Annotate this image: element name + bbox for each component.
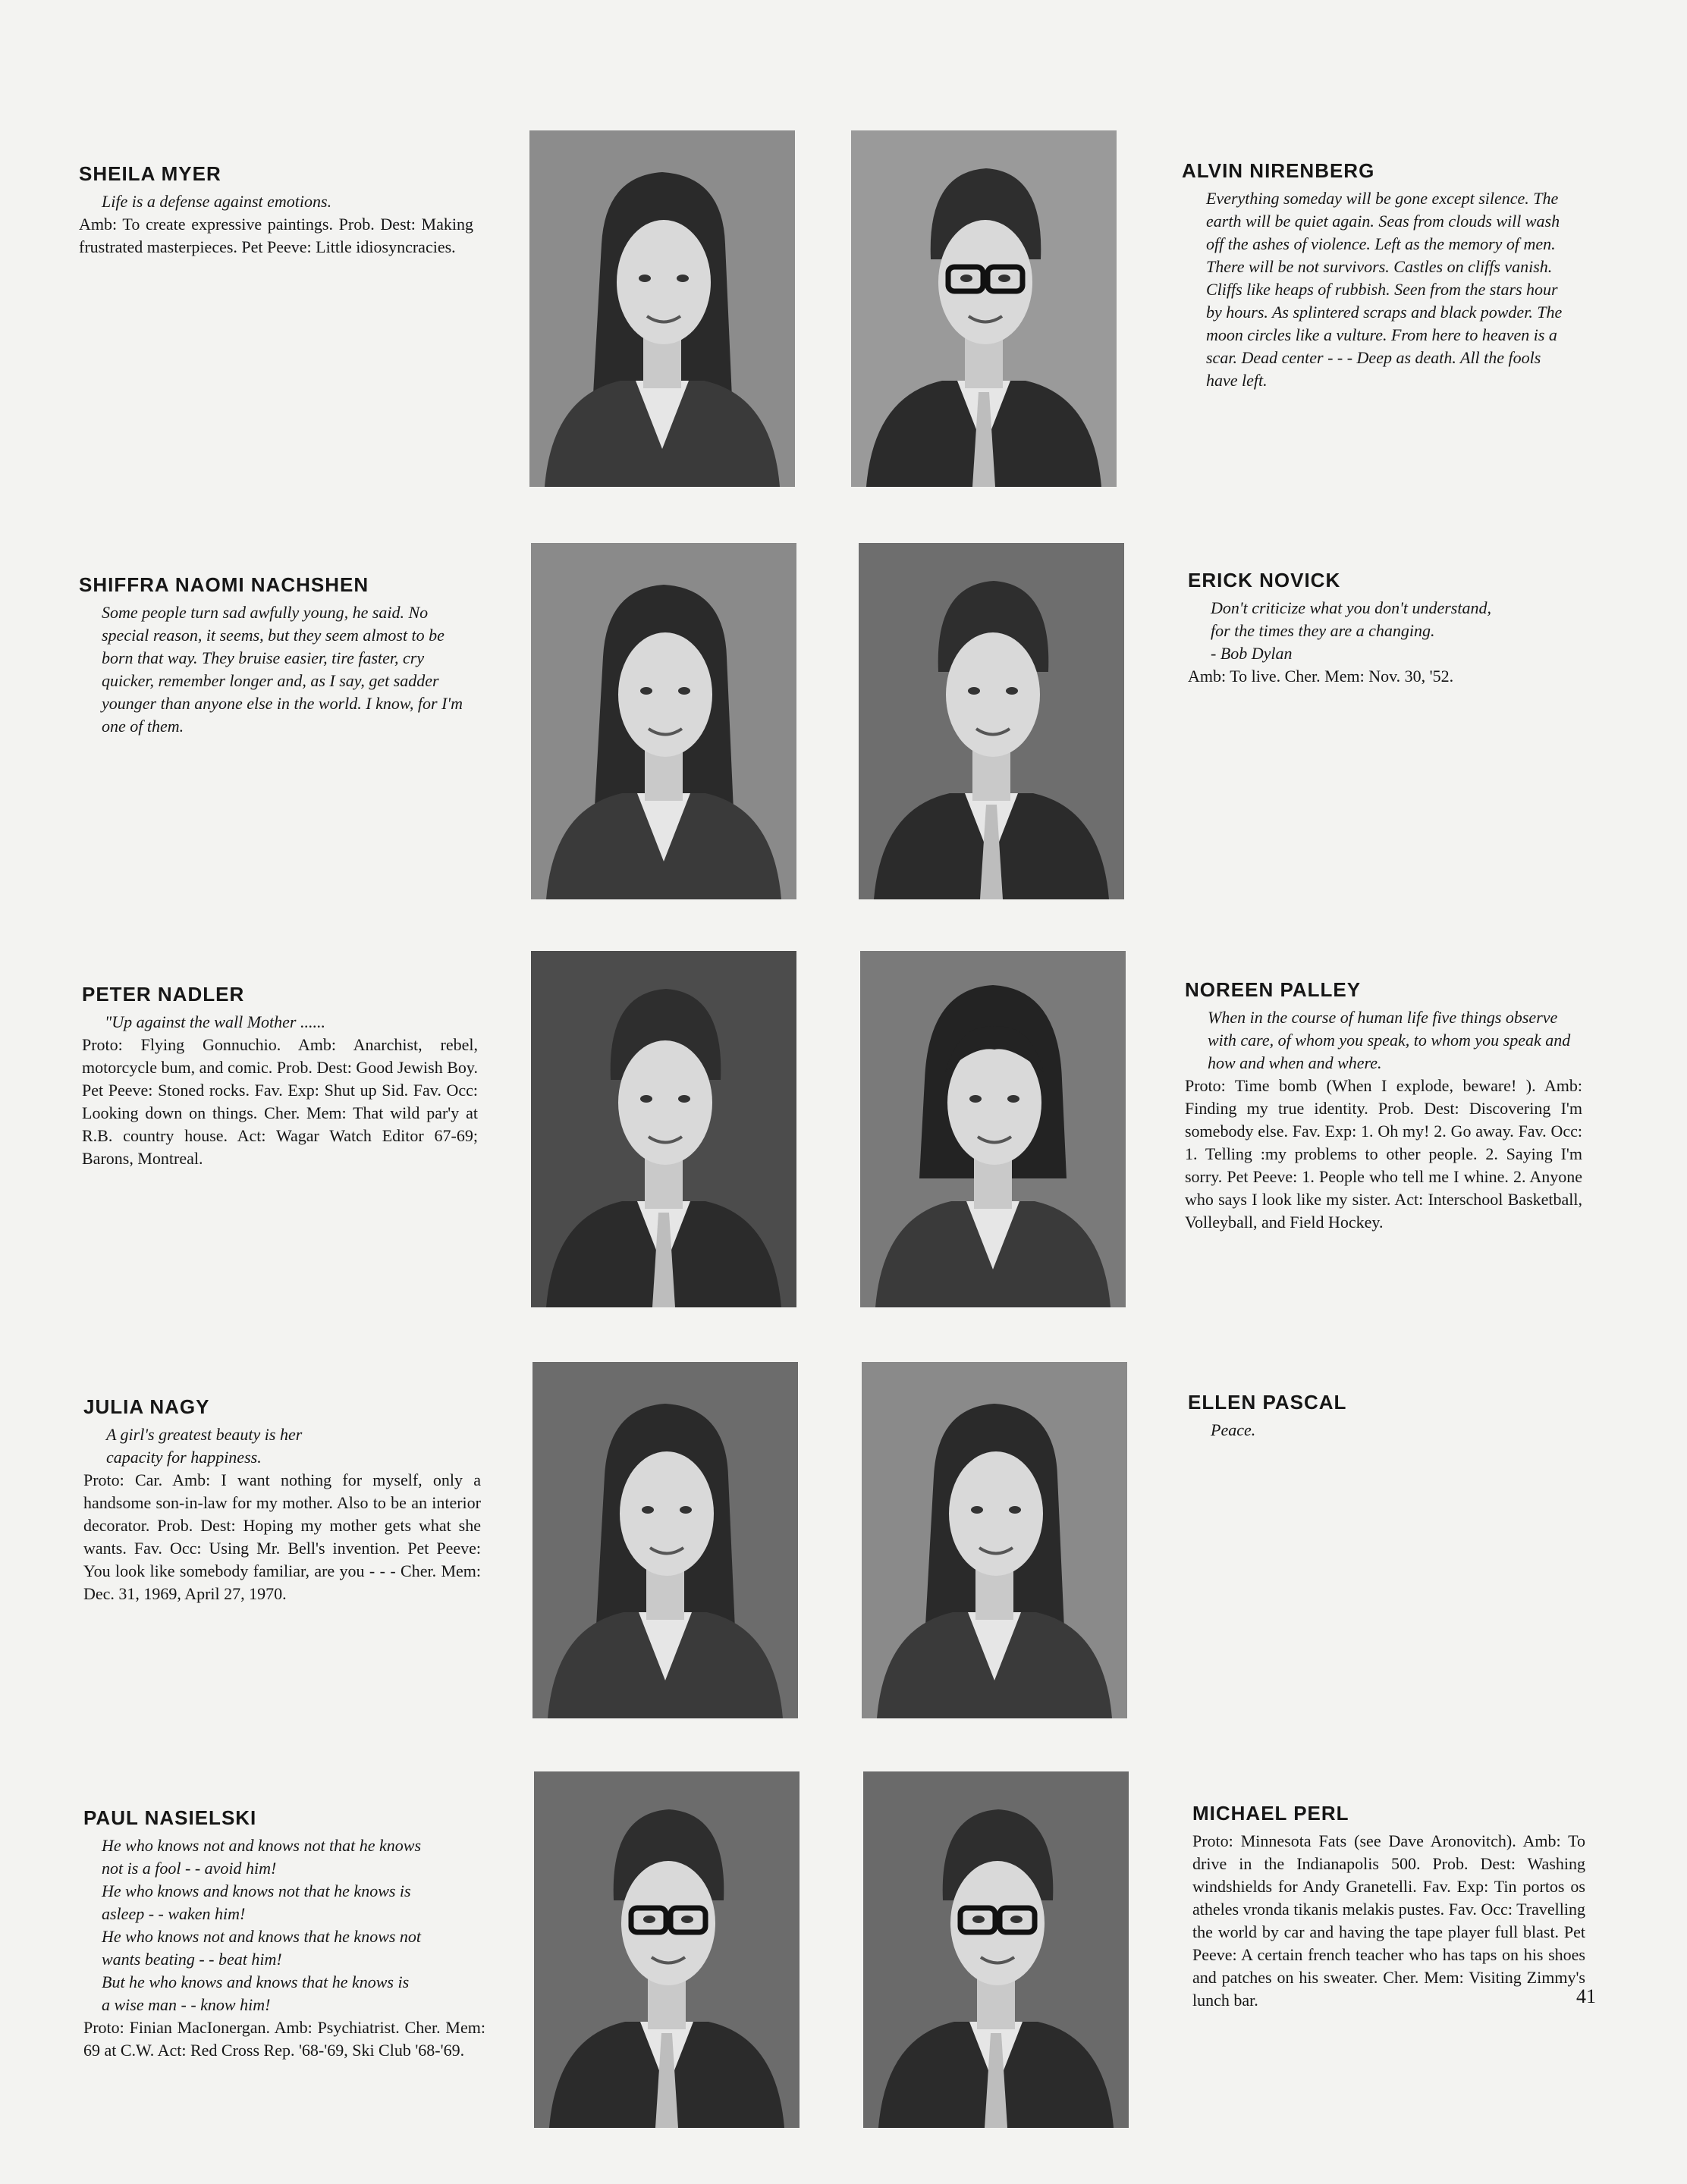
portrait-image: [531, 543, 796, 899]
photo-shiffra-naomi-nachshen: [531, 543, 796, 899]
portrait-image: [859, 543, 1124, 899]
student-bio: Proto: Car. Amb: I want nothing for myself, only a handsome son-in-law for my mother. Also to be an interior decorator. Prob. Dest: Hoping my mother gets what she wants. Fav. Occ: Using Mr. Bell's invention. Pet Peeve: You look like somebody familiar, are you - - - Cher. Mem: Dec. 31, 1969, April 27, 1970.: [83, 1470, 481, 1603]
student-quote: Some people turn sad awfully young, he said. No special reason, it seems, but they seem almost to be born that way. They bruise easier, tire faster, cry quicker, remember longer and, as I say, get sadder younger than anyone else in the world. I know, for I'm one of them.: [102, 603, 463, 736]
student-bio: Amb: To live. Cher. Mem: Nov. 30, '52.: [1188, 667, 1454, 686]
student-name: ELLEN PASCAL: [1188, 1391, 1347, 1414]
student-name: JULIA NAGY: [83, 1395, 210, 1418]
eye-shape: [1006, 687, 1018, 695]
entry-shiffra-naomi-nachshen: [79, 573, 473, 738]
student-quote: When in the course of human life five things observe with care, of whom you speak, to whom you speak and how and when and where.: [1208, 1008, 1571, 1072]
student-quote: A girl's greatest beauty is her capacity for happiness.: [106, 1425, 303, 1467]
portrait-image: [532, 1362, 798, 1718]
entry-alvin-nirenberg: [1182, 159, 1576, 392]
student-quote: "Up against the wall Mother ......: [105, 1012, 325, 1031]
photo-alvin-nirenberg: [851, 130, 1117, 487]
eye-shape: [643, 1916, 655, 1923]
eye-shape: [680, 1506, 692, 1514]
student-bio: Proto: Time bomb (When I explode, beware! ). Amb: Finding my true identity. Prob. Dest: Discovering I'm somebody else. Fav. Exp: 1. Oh my! 2. Go away. Fav. Occ: 1. Telling :my problems to other people. 2. Saying I'm sorry. Pet Peeve: 1. People who tell me I whine. 2. Anyone who says I look like my sister. Act: Interschool Basketball, Volleyball, and Field Hockey.: [1185, 1076, 1582, 1232]
student-quote: Peace.: [1211, 1420, 1256, 1439]
entry-erick-novick: [1188, 569, 1582, 688]
portrait-image: [529, 130, 795, 487]
entry-peter-nadler: [82, 983, 478, 1170]
page-number: 41: [1576, 1985, 1596, 2007]
student-bio: Amb: To create expressive paintings. Prob. Dest: Making frustrated masterpieces. Pet Peeve: Little idiosyncracies.: [79, 215, 473, 256]
face-shape: [946, 632, 1040, 757]
eye-shape: [968, 687, 980, 695]
face-shape: [618, 1040, 712, 1165]
eye-shape: [972, 1916, 985, 1923]
photo-julia-nagy: [532, 1362, 798, 1718]
student-name: SHIFFRA NAOMI NACHSHEN: [79, 573, 369, 596]
student-quote: Everything someday will be gone except silence. The earth will be quiet again. Seas from clouds will wash off the ashes of violence. Left as the memory of men. There will be not survivors. Castles on cliffs vanish. Cliffs like heaps of rubbish. Seen from the stars hour by hours. As splintered scraps and black powder. The moon circles like a vulture. From here to heaven is a scar. Dead center - - - Deep as death. All the fools have left.: [1206, 189, 1563, 390]
photo-erick-novick: [859, 543, 1124, 899]
eye-shape: [971, 1506, 983, 1514]
photo-peter-nadler: [531, 951, 796, 1307]
portrait-image: [862, 1362, 1127, 1718]
student-name: ALVIN NIRENBERG: [1182, 159, 1375, 182]
student-quote: He who knows not and knows not that he knows not is a fool - - avoid him! He who knows and knows not that he knows is asleep - - waken him! He who knows not and knows that he knows not wants beating - - beat him! But he who knows and knows that he knows is a wise man - - know him!: [102, 1836, 422, 2014]
student-name: PAUL NASIELSKI: [83, 1806, 257, 1829]
portrait-image: [851, 130, 1117, 487]
eye-shape: [642, 1506, 654, 1514]
photo-sheila-myer: [529, 130, 795, 487]
student-name: ERICK NOVICK: [1188, 569, 1341, 592]
entry-paul-nasielski: [83, 1806, 508, 2062]
student-quote: Don't criticize what you don't understand, for the times they are a changing. - Bob Dylan: [1211, 598, 1491, 663]
eye-shape: [677, 275, 689, 282]
portrait-image: [534, 1771, 800, 2128]
eye-shape: [640, 687, 652, 695]
entry-ellen-pascal: [1188, 1391, 1582, 1442]
face-shape: [618, 632, 712, 757]
eye-shape: [960, 275, 972, 282]
student-quote: Life is a defense against emotions.: [102, 192, 332, 211]
photo-michael-perl: [863, 1771, 1129, 2128]
student-name: MICHAEL PERL: [1192, 1802, 1349, 1825]
face-shape: [617, 220, 711, 344]
entry-julia-nagy: [83, 1395, 481, 1605]
photo-noreen-palley: [860, 951, 1126, 1307]
portrait-image: [531, 951, 796, 1307]
photo-paul-nasielski: [534, 1771, 800, 2128]
eye-shape: [1009, 1506, 1021, 1514]
eye-shape: [1007, 1095, 1019, 1103]
face-shape: [620, 1451, 714, 1576]
face-shape: [949, 1451, 1043, 1576]
entry-noreen-palley: [1185, 978, 1582, 1234]
eye-shape: [640, 1095, 652, 1103]
eye-shape: [969, 1095, 982, 1103]
entry-sheila-myer: [79, 162, 473, 259]
student-bio: Proto: Minnesota Fats (see Dave Aronovitch). Amb: To drive in the Indianapolis 500. Prob. Dest: Washing windshields for Andy Granetelli. Fav. Exp: Tin portos os atheles vronda tikanis melakis pustes. Fav. Occ: Travelling the world by car and having the tape player full blast. Pet Peeve: A certain french teacher who has taps on his shoes and patches on his sweater. Cher. Mem: Visiting Zimmy's lunch bar.: [1192, 1831, 1585, 2010]
portrait-image: [863, 1771, 1129, 2128]
eye-shape: [678, 1095, 690, 1103]
student-name: PETER NADLER: [82, 983, 245, 1006]
entry-michael-perl: [1192, 1802, 1585, 2012]
eye-shape: [998, 275, 1010, 282]
student-name: SHEILA MYER: [79, 162, 221, 185]
photo-ellen-pascal: [862, 1362, 1127, 1718]
eye-shape: [678, 687, 690, 695]
portrait-image: [860, 951, 1126, 1307]
eye-shape: [1010, 1916, 1023, 1923]
student-name: NOREEN PALLEY: [1185, 978, 1362, 1001]
eye-shape: [681, 1916, 693, 1923]
student-bio: Proto: Flying Gonnuchio. Amb: Anarchist, rebel, motorcycle bum, and comic. Prob. Dest: Good Jewish Boy. Pet Peeve: Stoned rocks. Fav. Exp: Shut up Sid. Fav. Occ: Looking down on things. Cher. Mem: That wild par'y at R.B. country house. Act: Wagar Watch Editor 67-69; Barons, Montreal.: [82, 1035, 478, 1168]
eye-shape: [639, 275, 651, 282]
student-bio: Proto: Finian MacIonergan. Amb: Psychiatrist. Cher. Mem: 69 at C.W. Act: Red Cross Rep. '68-'69, Ski Club '68-'69.: [83, 2018, 485, 2060]
